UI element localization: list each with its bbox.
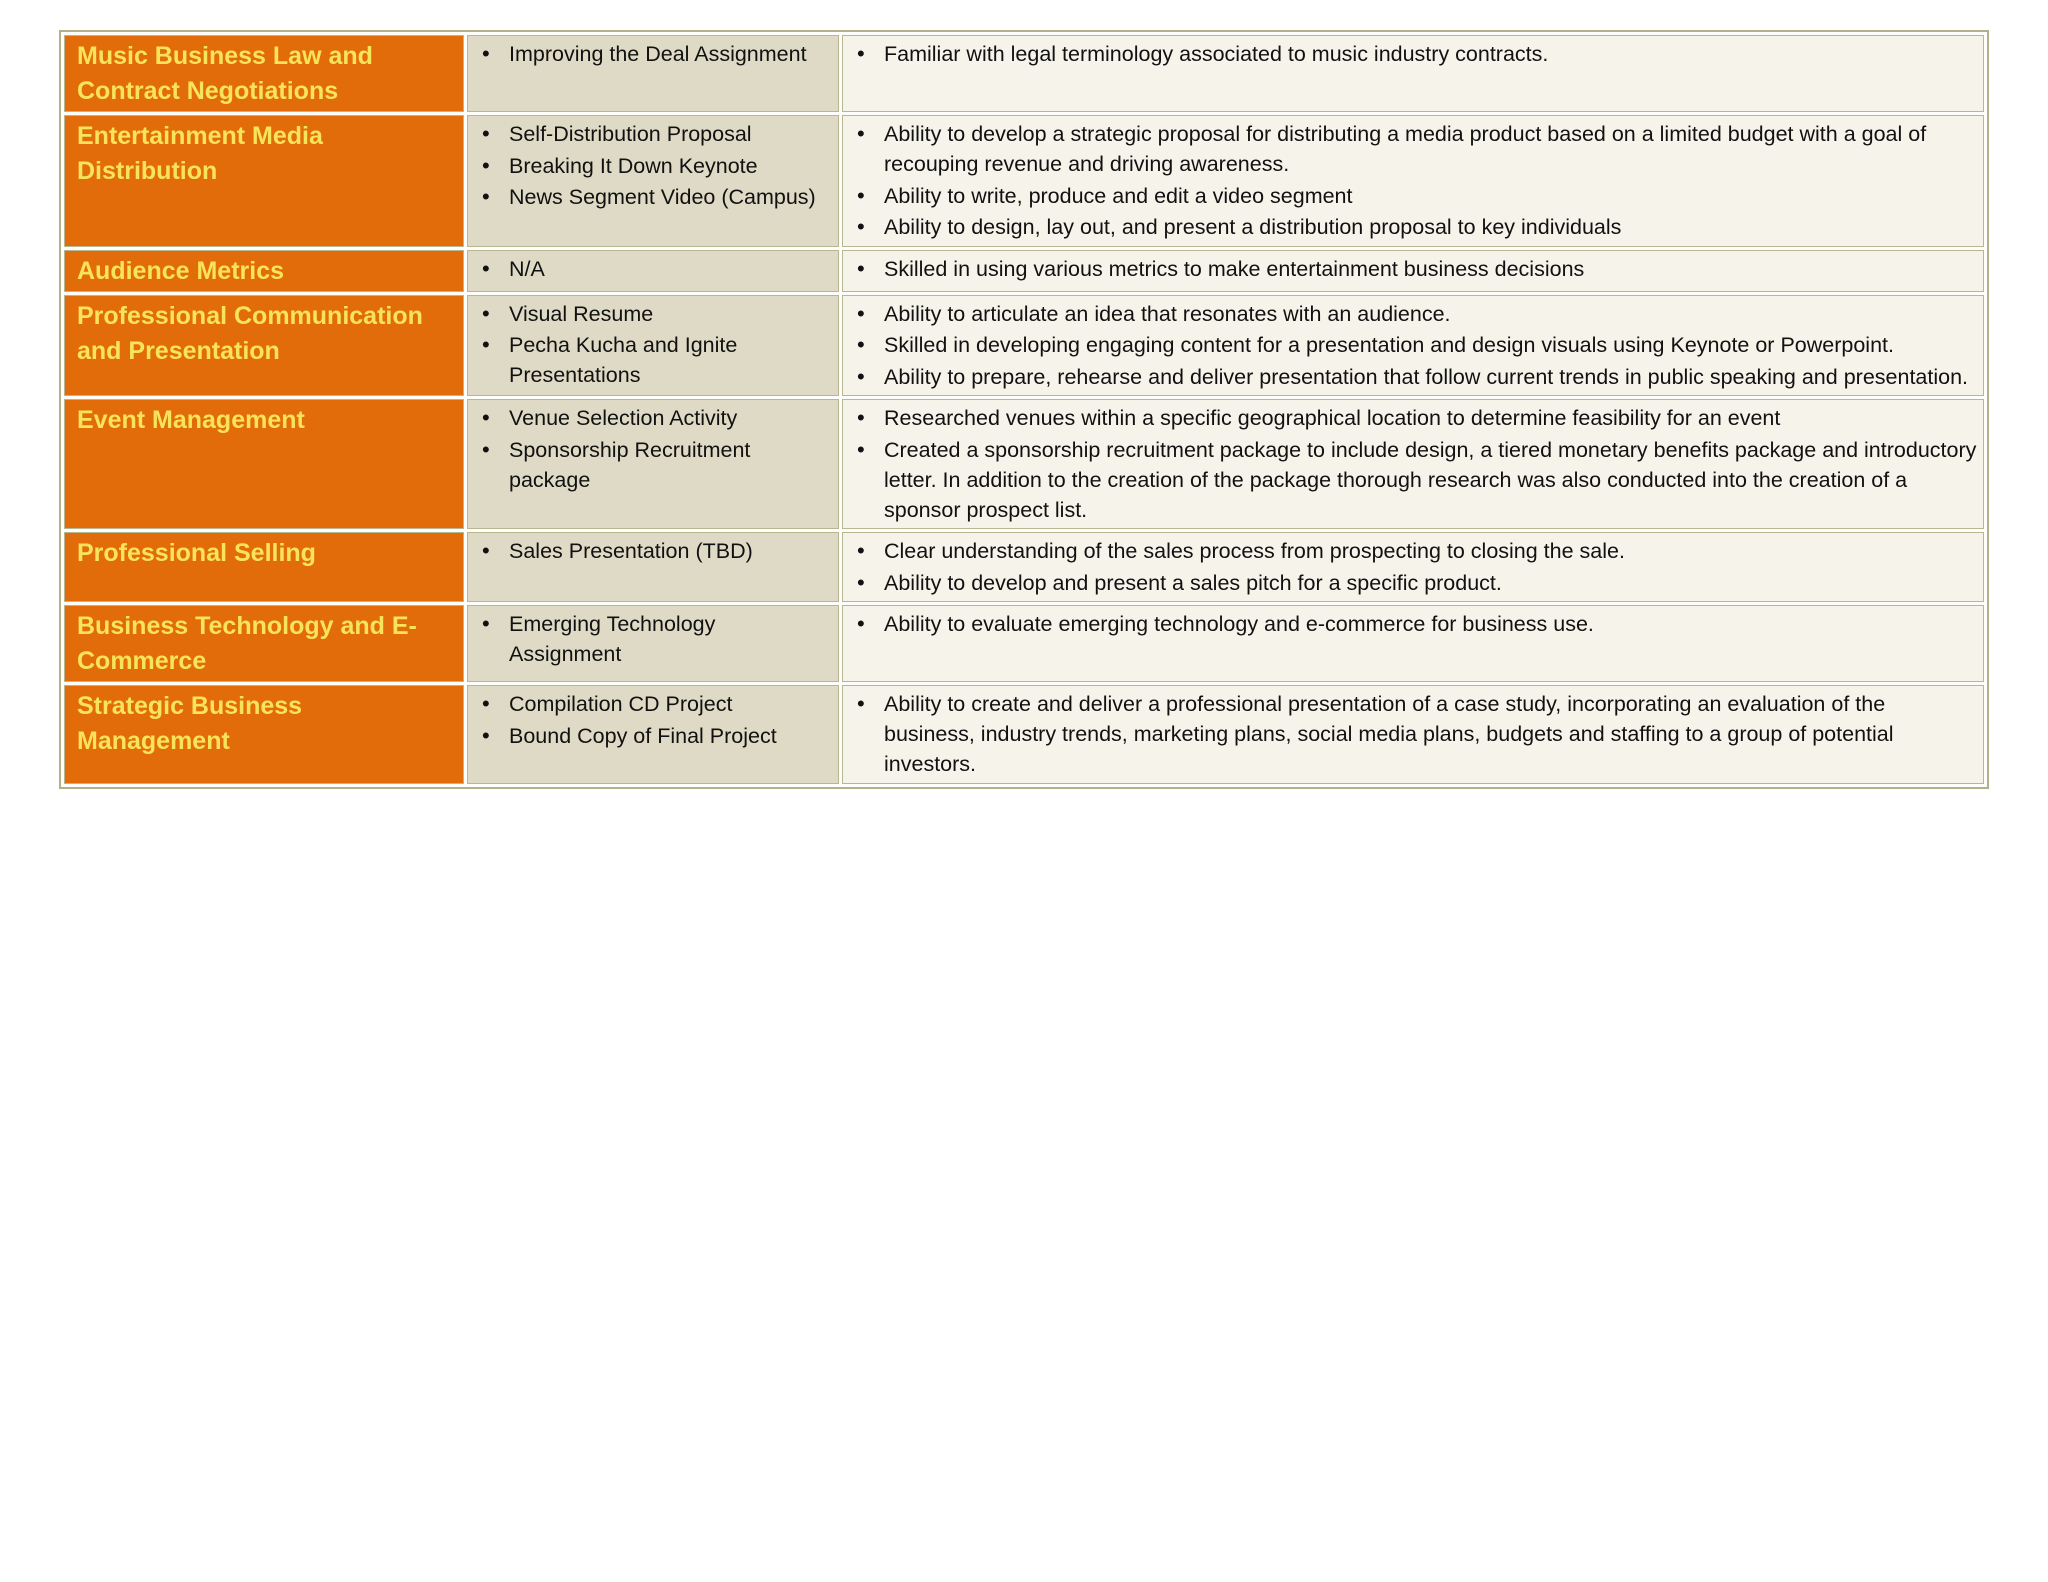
assignments-cell	[467, 295, 839, 397]
outcome-item: • Ability to create and deliver a professional presentation of a case study, incorporating an evaluation of the business, industry trends, marketing plans, social media plans, budgets and staffing to a group of potential investors.	[855, 689, 1977, 779]
course-name-cell: Audience Metrics	[64, 250, 464, 292]
outcome-list	[855, 254, 1977, 284]
assignment-item: • Sales Presentation (TBD)	[480, 536, 832, 566]
course-name-cell: Strategic Business Management	[64, 685, 464, 784]
outcome-item: • Ability to prepare, rehearse and deliver presentation that follow current trends in public speaking and presentation.	[855, 362, 1977, 392]
outcome-list	[855, 609, 1977, 639]
table-row	[64, 685, 1984, 784]
table-row	[64, 35, 1984, 112]
assignment-item: • Venue Selection Activity	[480, 403, 832, 433]
outcomes-cell	[842, 295, 1984, 397]
outcome-list	[855, 403, 1977, 525]
assignments-cell	[467, 685, 839, 784]
course-outcomes-table	[59, 30, 1989, 789]
table-row	[64, 250, 1984, 292]
outcome-item: • Researched venues within a specific geographical location to determine feasibility for an event	[855, 403, 1977, 433]
table-row	[64, 532, 1984, 602]
outcome-item: • Skilled in developing engaging content for a presentation and design visuals using Keynote or Powerpoint.	[855, 330, 1977, 360]
outcome-item: • Ability to evaluate emerging technology and e-commerce for business use.	[855, 609, 1977, 639]
outcome-list	[855, 299, 1977, 392]
outcomes-cell	[842, 115, 1984, 247]
assignments-cell	[467, 115, 839, 247]
table-row	[64, 115, 1984, 247]
outcomes-cell	[842, 35, 1984, 112]
table-row	[64, 399, 1984, 529]
outcome-list	[855, 119, 1977, 242]
course-name-cell: Professional Selling	[64, 532, 464, 602]
outcome-item: • Ability to write, produce and edit a video segment	[855, 181, 1977, 211]
outcomes-cell	[842, 399, 1984, 529]
assignment-item: • Visual Resume	[480, 299, 832, 329]
outcomes-cell	[842, 250, 1984, 292]
outcome-item: • Created a sponsorship recruitment package to include design, a tiered monetary benefits package and introductory letter. In addition to the creation of the package thorough research was also conducted into the creation of a sponsor prospect list.	[855, 435, 1977, 525]
table-row	[64, 295, 1984, 397]
assignment-list	[480, 254, 832, 284]
outcomes-cell	[842, 605, 1984, 682]
assignment-item: • Bound Copy of Final Project	[480, 721, 832, 751]
assignment-list	[480, 119, 832, 212]
assignment-item: • Pecha Kucha and Ignite Presentations	[480, 330, 832, 390]
assignments-cell	[467, 35, 839, 112]
assignments-cell	[467, 250, 839, 292]
assignment-item: • Breaking It Down Keynote	[480, 151, 832, 181]
outcome-list	[855, 39, 1977, 69]
assignment-item: • Sponsorship Recruitment package	[480, 435, 832, 495]
outcome-item: • Ability to develop a strategic proposal for distributing a media product based on a limited budget with a goal of recouping revenue and driving awareness.	[855, 119, 1977, 179]
course-name-cell: Event Management	[64, 399, 464, 529]
outcomes-cell	[842, 532, 1984, 602]
assignment-list	[480, 39, 832, 69]
assignment-list	[480, 299, 832, 391]
assignment-item: • Emerging Technology Assignment	[480, 609, 832, 669]
assignment-item: • Improving the Deal Assignment	[480, 39, 832, 69]
outcome-list	[855, 536, 1977, 598]
assignment-list	[480, 689, 832, 751]
outcome-item: • Ability to articulate an idea that resonates with an audience.	[855, 299, 1977, 329]
outcome-item: • Clear understanding of the sales process from prospecting to closing the sale.	[855, 536, 1977, 566]
assignment-list	[480, 536, 832, 566]
outcomes-cell	[842, 685, 1984, 784]
outcome-item: • Ability to design, lay out, and present a distribution proposal to key individuals	[855, 212, 1977, 242]
outcome-item: • Skilled in using various metrics to make entertainment business decisions	[855, 254, 1977, 284]
assignment-item: • Compilation CD Project	[480, 689, 832, 719]
course-name-cell: Professional Communication and Presentation	[64, 295, 464, 397]
assignments-cell	[467, 605, 839, 682]
outcome-list	[855, 689, 1977, 779]
course-name-cell: Music Business Law and Contract Negotiations	[64, 35, 464, 112]
outcome-item: • Ability to develop and present a sales pitch for a specific product.	[855, 568, 1977, 598]
table-row	[64, 605, 1984, 682]
assignment-item: • News Segment Video (Campus)	[480, 182, 832, 212]
outcome-item: • Familiar with legal terminology associated to music industry contracts.	[855, 39, 1977, 69]
course-name-cell: Entertainment Media Distribution	[64, 115, 464, 247]
assignments-cell	[467, 399, 839, 529]
assignment-item: • Self-Distribution Proposal	[480, 119, 832, 149]
table-body	[64, 35, 1984, 784]
assignment-list	[480, 403, 832, 495]
course-name-cell: Business Technology and E-Commerce	[64, 605, 464, 682]
assignment-list	[480, 609, 832, 669]
assignments-cell	[467, 532, 839, 602]
assignment-item: • N/A	[480, 254, 832, 284]
